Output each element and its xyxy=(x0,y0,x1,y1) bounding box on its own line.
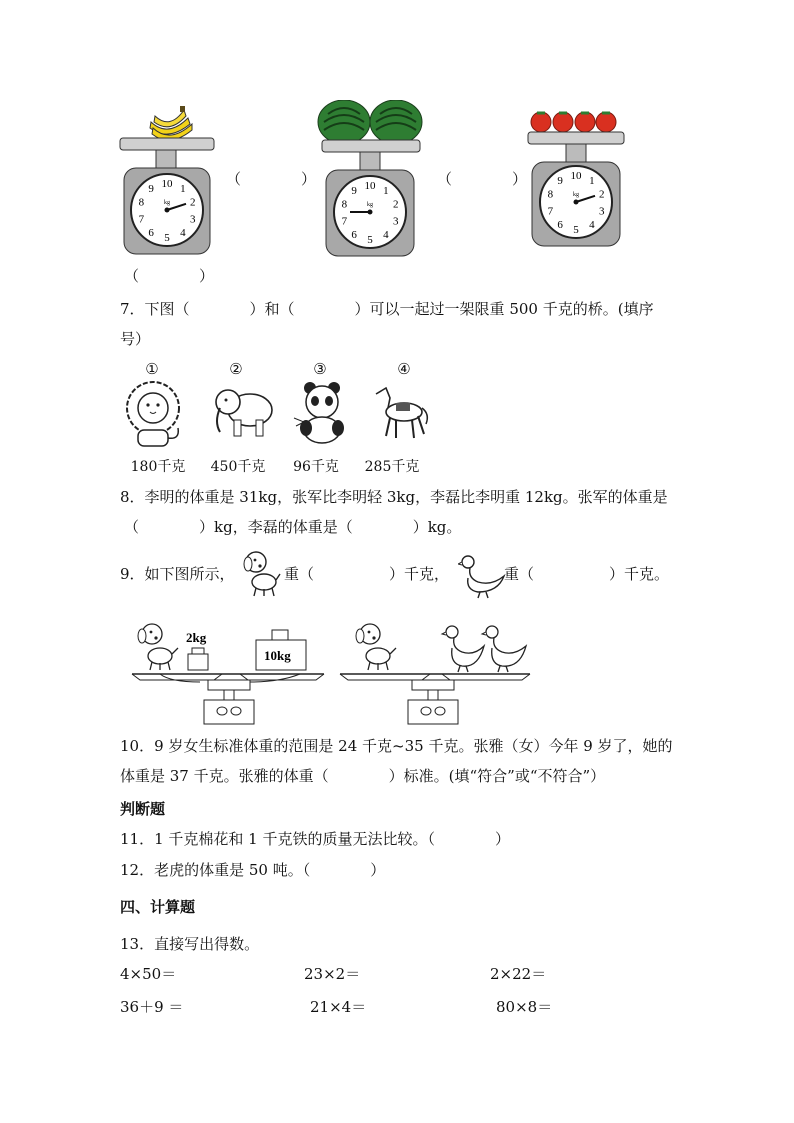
dial-number: 2 xyxy=(189,196,196,209)
q8-text-a: 8．李明的体重是 31kg，张军比李明轻 3kg，李磊比李明重 12kg。张军的体重是 xyxy=(120,488,668,506)
dial-number: 7 xyxy=(547,205,554,218)
balance-dog-2kg-vs-10kg xyxy=(130,618,332,728)
tomato-icon xyxy=(531,112,616,132)
dial-number: 5 xyxy=(573,224,579,236)
dial-number: 4 xyxy=(383,228,389,241)
dial-1 xyxy=(131,174,203,246)
dial-number: 3 xyxy=(392,215,399,228)
dial-number: 10 xyxy=(161,178,173,190)
animal-num-2: ② xyxy=(229,360,243,378)
dial-number: 9 xyxy=(148,183,154,196)
horse-icon xyxy=(368,384,432,444)
q6-blank-1[interactable]: （ ） xyxy=(226,170,317,188)
dial-center xyxy=(574,200,579,205)
dial-center xyxy=(165,208,170,213)
dial-number: 2 xyxy=(598,188,605,201)
dial-number: 4 xyxy=(589,218,595,231)
dial-number: 2 xyxy=(392,198,399,211)
dial-center xyxy=(368,210,373,215)
dial-number: 10 xyxy=(364,180,376,192)
lion-icon xyxy=(120,378,186,450)
duck-icon xyxy=(482,626,526,672)
dial-number: 1 xyxy=(589,175,595,188)
dial-number: 7 xyxy=(341,215,348,228)
duck-icon xyxy=(442,626,484,672)
dial-number: 6 xyxy=(557,218,563,231)
dial-number: 1 xyxy=(383,185,389,198)
q6-blank-3[interactable]: （ ） xyxy=(124,267,215,285)
scale-bananas xyxy=(118,100,218,260)
animal-weight-2: 450千克 xyxy=(210,459,266,475)
q13-title: 13．直接写出得数。 xyxy=(120,935,260,953)
calc-2-3: 80×8＝ xyxy=(496,998,553,1016)
animal-num-1: ① xyxy=(145,360,159,378)
calc-1-3: 2×22＝ xyxy=(490,965,547,983)
dial-number: 5 xyxy=(367,234,373,246)
section-judge: 判断题 xyxy=(120,800,166,818)
dial-3 xyxy=(540,166,612,238)
dial-number: 8 xyxy=(547,188,554,201)
q12: 12．老虎的体重是 50 吨。（ ） xyxy=(120,861,386,879)
dial-number: 10 xyxy=(570,170,582,182)
dial-unit: kg xyxy=(367,202,373,208)
dial-2 xyxy=(334,176,406,248)
animal-weight-3: 96千克 xyxy=(293,459,339,475)
dial-number: 9 xyxy=(351,185,357,198)
animal-num-3: ③ xyxy=(313,360,327,378)
balance-dog-vs-two-ducks xyxy=(338,618,534,728)
dial-number: 3 xyxy=(189,213,196,226)
panda-icon xyxy=(290,380,354,446)
animal-weight-4: 285千克 xyxy=(364,459,420,475)
weight-10kg-label: 10kg xyxy=(264,648,291,663)
elephant-icon xyxy=(210,382,276,444)
scale-watermelons xyxy=(314,100,426,260)
dial-number: 4 xyxy=(180,226,186,239)
dial-unit: kg xyxy=(164,200,170,206)
duck-icon xyxy=(458,552,506,600)
dial-unit: kg xyxy=(573,192,579,198)
calc-1-2: 23×2＝ xyxy=(304,965,361,983)
calc-2-2: 21×4＝ xyxy=(310,998,367,1016)
q9-mid-1: 重（ ）千克， xyxy=(284,565,450,583)
q8-text-b: （ ）kg，李磊的体重是（ ）kg。 xyxy=(124,518,462,536)
dial-number: 9 xyxy=(557,175,563,188)
q7-text-b: 号） xyxy=(120,330,151,348)
watermelon-icon xyxy=(318,100,422,144)
q7-text-a: 7．下图（ ）和（ ）可以一起过一架限重 500 千克的桥。(填序 xyxy=(120,300,654,318)
dial-number: 6 xyxy=(148,226,154,239)
q10-text-a: 10．9 岁女生标准体重的范围是 24 千克~35 千克。张雅（女）今年 9 岁了，她的 xyxy=(120,737,673,755)
calc-1-1: 4×50＝ xyxy=(120,965,177,983)
dial-number: 8 xyxy=(341,198,348,211)
dog-icon xyxy=(238,548,282,598)
dial-number: 8 xyxy=(138,196,145,209)
q9-prefix: 9．如下图所示， xyxy=(120,565,235,583)
section-calc: 四、计算题 xyxy=(120,898,196,916)
dial-number: 1 xyxy=(180,183,186,196)
dog-icon xyxy=(138,624,178,670)
dial-number: 5 xyxy=(164,232,170,244)
q9-mid-2: 重（ ）千克。 xyxy=(504,565,670,583)
dial-number: 6 xyxy=(351,228,357,241)
q6-blank-2[interactable]: （ ） xyxy=(437,170,528,188)
dial-number: 3 xyxy=(598,205,605,218)
dog-icon xyxy=(356,624,396,670)
q11: 11．1 千克棉花和 1 千克铁的质量无法比较。（ ） xyxy=(120,830,510,848)
animal-num-4: ④ xyxy=(397,360,411,378)
dial-number: 7 xyxy=(138,213,145,226)
scale-tomatoes xyxy=(526,106,626,256)
weight-2kg-label: 2kg xyxy=(186,630,207,645)
q10-text-b: 体重是 37 千克。张雅的体重（ ）标准。(填“符合”或“不符合”） xyxy=(120,767,606,785)
calc-2-1: 36＋9 ＝ xyxy=(120,998,184,1016)
animal-weight-1: 180千克 xyxy=(130,459,186,475)
banana-icon xyxy=(150,106,192,140)
